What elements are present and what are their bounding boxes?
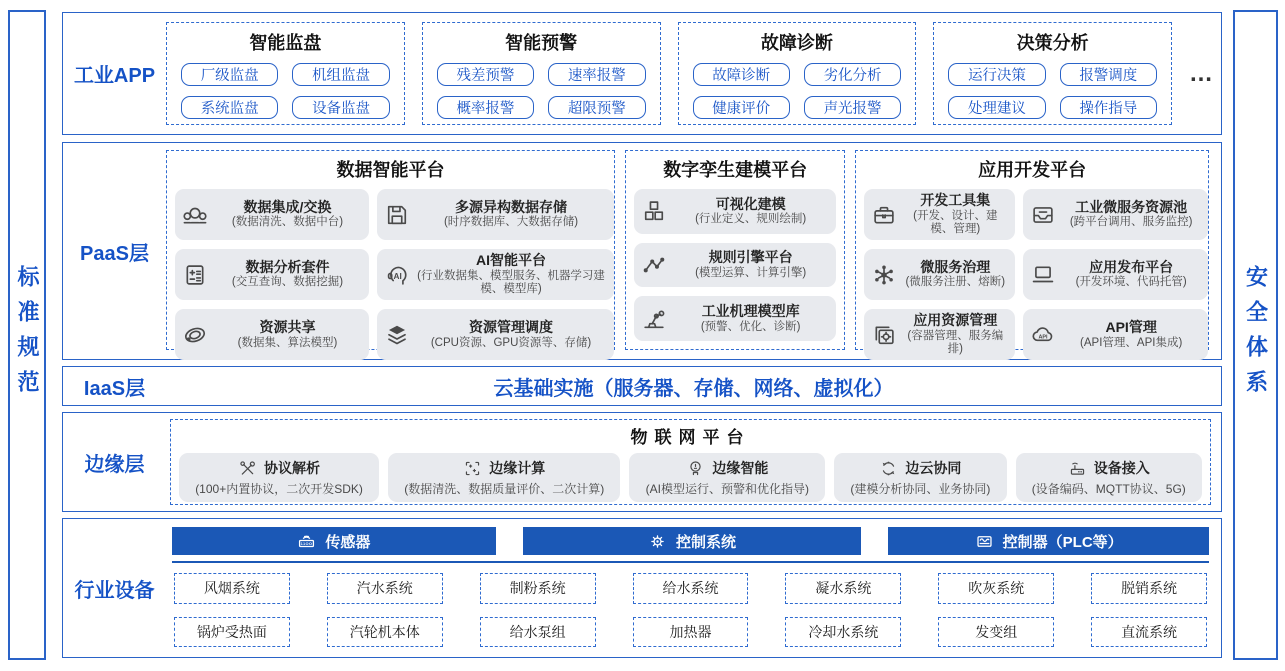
iot-platform-title: 物联网平台 — [630, 428, 751, 447]
app-function-box: 机组监盘 — [292, 63, 389, 86]
edge-card-subtitle: (设备编码、MQTT协议、5G) — [1031, 482, 1186, 496]
card-title: 资源管理调度 — [469, 319, 554, 336]
platform-card — [1023, 189, 1208, 240]
app-function-box: 健康评价 — [693, 96, 790, 119]
iaas-label: IaaS层 — [83, 377, 146, 400]
card-subtitle: (开发环境、代码托管) — [1075, 276, 1187, 289]
device-box: 给水泵组 — [480, 617, 596, 648]
card-subtitle: (模型运算、计算引擎) — [695, 266, 807, 279]
device-box: 加热器 — [633, 617, 749, 648]
pill-grid — [433, 63, 650, 119]
orbit-icon — [182, 322, 208, 348]
card-grid — [175, 189, 606, 360]
app-function-box: 运行决策 — [948, 63, 1045, 86]
app-function-box: 劣化分析 — [804, 63, 901, 86]
platform-card — [864, 309, 1015, 360]
calculator-icon — [182, 262, 208, 288]
layers-icon — [384, 322, 410, 348]
digital-twin-platform — [625, 150, 845, 350]
device-access-icon — [1068, 459, 1087, 478]
sensor-icon — [297, 532, 316, 551]
device-box: 直流系统 — [1091, 617, 1207, 648]
card-title: 数据分析套件 — [245, 258, 330, 275]
pill-grid — [689, 63, 906, 119]
layer-edge — [62, 412, 1222, 512]
platform-card — [634, 189, 836, 234]
edge-card-title: 边缘计算 — [489, 460, 546, 476]
platform-card — [634, 296, 836, 341]
app-function-box: 报警调度 — [1060, 63, 1157, 86]
app-function-box: 概率报警 — [437, 96, 534, 119]
control-system-bar — [523, 527, 862, 555]
card-subtitle: (行业数据集、模型服务、机器学习建模、模型库) — [417, 269, 605, 296]
platform-title: 数字孪生建模平台 — [663, 160, 808, 180]
group-title: 决策分析 — [1016, 33, 1089, 53]
security-sidebar — [1233, 10, 1278, 660]
card-subtitle: (交互查询、数据挖掘) — [231, 276, 344, 289]
card-title: 微服务治理 — [920, 258, 991, 275]
platform-card — [1023, 309, 1208, 360]
group-title: 智能监盘 — [249, 33, 322, 53]
edge-compute-icon — [463, 459, 482, 478]
card-subtitle: (微服务注册、熔断) — [905, 276, 1006, 289]
bar-title: 传感器 — [325, 533, 371, 551]
sensor-bar — [172, 527, 496, 555]
tray-icon — [1030, 202, 1056, 228]
card-subtitle: (数据清洗、数据中台) — [231, 216, 344, 229]
platform-card — [175, 309, 369, 360]
platform-card — [864, 189, 1015, 240]
device-box: 汽水系统 — [327, 573, 443, 604]
laptop-icon — [1030, 262, 1056, 288]
card-title: 数据集成/交换 — [243, 198, 332, 215]
devices-divider — [172, 561, 1209, 563]
edge-card-subtitle: (建模分析协同、业务协同) — [850, 482, 991, 496]
layer-paas — [62, 142, 1222, 360]
device-box: 凝水系统 — [785, 573, 901, 604]
card-subtitle: (开发、设计、建模、管理) — [913, 209, 998, 236]
card-title: 工业机理模型库 — [701, 303, 800, 320]
platform-card — [864, 249, 1015, 300]
card-grid — [634, 189, 836, 341]
device-box: 冷却水系统 — [785, 617, 901, 648]
edge-card-title: 设备接入 — [1093, 460, 1150, 476]
gear-icon — [648, 532, 667, 551]
layer-industry-devices — [62, 518, 1222, 658]
app-function-box: 处理建议 — [948, 96, 1045, 119]
node-link-icon — [641, 252, 667, 278]
app-function-box: 故障诊断 — [693, 63, 790, 86]
device-box: 吹灰系统 — [938, 573, 1054, 604]
app-function-box: 声光报警 — [804, 96, 901, 119]
platform-card — [634, 243, 836, 288]
card-subtitle: (CPU资源、GPU资源等、存储) — [430, 336, 592, 349]
svg-text:11OO: 11OO — [300, 540, 313, 546]
edge-ai-icon — [686, 459, 705, 478]
robot-arm-icon — [641, 306, 667, 332]
app-function-box: 系统监盘 — [181, 96, 278, 119]
pill-grid — [944, 63, 1161, 119]
card-title: 工业微服务资源池 — [1075, 198, 1188, 215]
standards-sidebar — [8, 10, 46, 660]
standards-label: 标准规范 — [15, 265, 40, 405]
platform-title: 数据智能平台 — [336, 160, 445, 180]
edge-card-title: 协议解析 — [264, 460, 321, 476]
iaas-description: 云基础实施（服务器、存储、网络、虚拟化） — [493, 377, 894, 400]
bar-title: 控制器（PLC等） — [1002, 533, 1123, 551]
cloud-api-icon — [1030, 322, 1056, 348]
card-subtitle: (预警、优化、诊断) — [700, 320, 801, 333]
platform-card — [377, 249, 614, 300]
layer-industrial-app — [62, 12, 1222, 135]
security-label: 安全体系 — [1243, 265, 1269, 405]
card-title: API管理 — [1105, 319, 1157, 336]
industry-devices-label: 行业设备 — [74, 579, 155, 602]
card-title: 规则引擎平台 — [708, 249, 793, 266]
device-box: 锅炉受热面 — [174, 617, 290, 648]
cubes-icon — [641, 198, 667, 224]
edge-label: 边缘层 — [84, 453, 145, 476]
svg-text:API: API — [1038, 334, 1048, 341]
cloud-sync-icon — [879, 459, 898, 478]
app-group-smart-monitoring — [166, 22, 405, 125]
layer-iaas — [62, 366, 1222, 406]
edge-card-subtitle: (AI模型运行、预警和优化指导) — [645, 482, 810, 496]
edge-card-subtitle: (100+内置协议，二次开发SDK) — [195, 482, 363, 496]
pill-grid — [177, 63, 394, 119]
platform-card — [377, 309, 614, 360]
app-group-decision-analysis — [933, 22, 1172, 125]
app-groups — [166, 13, 1221, 134]
group-title: 故障诊断 — [760, 33, 833, 53]
bar-title: 控制系统 — [675, 533, 736, 551]
data-intelligence-platform — [166, 150, 615, 350]
card-title: 开发工具集 — [920, 192, 991, 208]
device-box: 汽轮机本体 — [327, 617, 443, 648]
toolbox-icon — [871, 202, 897, 228]
app-function-box: 操作指导 — [1060, 96, 1157, 119]
app-function-box: 超限预警 — [548, 96, 645, 119]
edge-card — [1016, 453, 1202, 502]
floppy-disk-icon — [384, 202, 410, 228]
edge-card-title: 边云协同 — [905, 460, 962, 476]
platform-card — [175, 189, 369, 240]
device-box: 给水系统 — [633, 573, 749, 604]
edge-card-row — [179, 453, 1202, 502]
device-box: 脱销系统 — [1091, 573, 1207, 604]
platform-title: 应用开发平台 — [978, 160, 1087, 180]
card-subtitle: (跨平台调用、服务监控) — [1069, 216, 1193, 229]
bar-chart-icon — [182, 202, 208, 228]
app-group-smart-warning — [422, 22, 661, 125]
app-function-box: 残差预警 — [437, 63, 534, 86]
card-title: 多源异构数据存储 — [455, 198, 568, 215]
edge-card — [834, 453, 1006, 502]
group-title: 智能预警 — [505, 33, 578, 53]
device-grid — [172, 573, 1209, 647]
app-group-fault-diagnosis — [678, 22, 917, 125]
platform-card — [1023, 249, 1208, 300]
industrial-app-label: 工业APP — [73, 65, 156, 87]
device-box: 制粉系统 — [480, 573, 596, 604]
card-title: 应用发布平台 — [1089, 258, 1174, 275]
more-apps-ellipsis: … — [1189, 59, 1215, 87]
hub-icon — [871, 262, 897, 288]
edge-card — [388, 453, 620, 502]
card-title: 资源共享 — [259, 319, 316, 336]
edge-card — [629, 453, 825, 502]
platform-card — [377, 189, 614, 240]
app-gear-icon — [871, 322, 897, 348]
edge-card — [179, 453, 379, 502]
protocol-tools-icon — [238, 459, 257, 478]
card-subtitle: (数据集、算法模型) — [237, 336, 338, 349]
device-category-bars — [172, 527, 1209, 555]
ai-head-icon — [384, 262, 410, 288]
device-box: 发变组 — [938, 617, 1054, 648]
app-development-platform — [855, 150, 1209, 356]
app-function-box: 速率报警 — [548, 63, 645, 86]
app-function-box: 厂级监盘 — [181, 63, 278, 86]
card-subtitle: (时序数据库、大数据存储) — [443, 216, 579, 229]
paas-body — [166, 143, 1221, 359]
edge-card-subtitle: (数据清洗、数据质量评价、二次计算) — [404, 482, 605, 496]
devices-body — [166, 519, 1221, 657]
edge-card-title: 边缘智能 — [712, 460, 769, 476]
card-subtitle: (容器管理、服务编排) — [907, 329, 1004, 356]
svg-text:AI: AI — [393, 271, 402, 281]
plc-icon — [975, 532, 994, 551]
platform-card — [175, 249, 369, 300]
card-title: AI智能平台 — [476, 252, 547, 269]
card-title: 应用资源管理 — [913, 312, 998, 329]
app-function-box: 设备监盘 — [292, 96, 389, 119]
card-grid — [864, 189, 1200, 360]
paas-label: PaaS层 — [80, 242, 149, 265]
controller-plc-bar — [888, 527, 1209, 555]
card-subtitle: (API管理、API集成) — [1080, 336, 1183, 349]
card-title: 可视化建模 — [715, 195, 786, 212]
card-subtitle: (行业定义、规则绘制) — [695, 213, 807, 226]
device-box: 风烟系统 — [174, 573, 290, 604]
iot-platform-box — [170, 419, 1211, 505]
